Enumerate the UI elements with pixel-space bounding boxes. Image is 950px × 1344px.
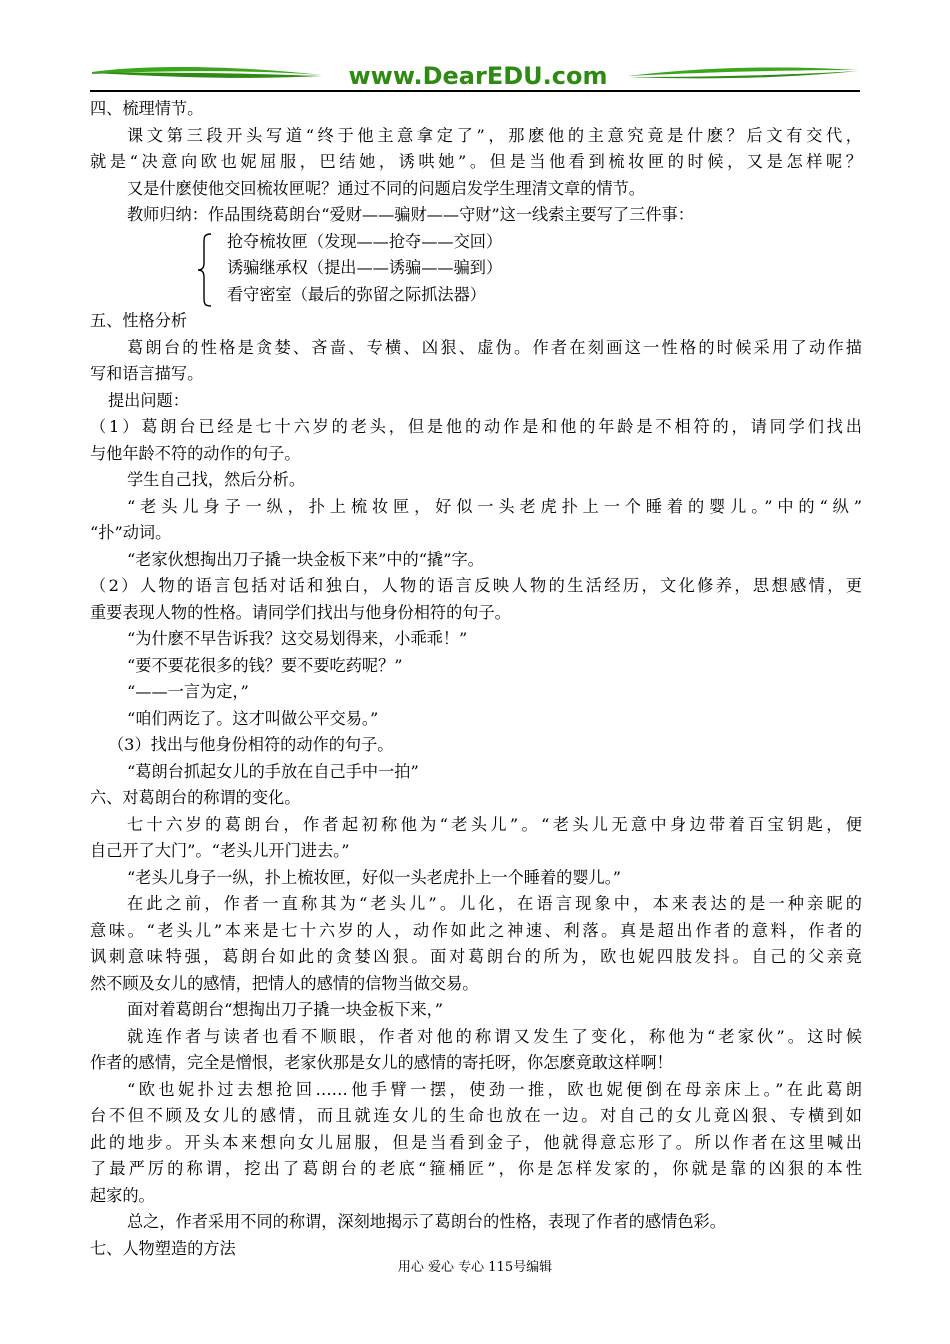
text-line: 作者的感情，完全是憎恨，老家伙那是女儿的感情的寄托呀，你怎麽竟敢这样啊！ — [90, 1053, 673, 1072]
text-line: 提出问题： — [108, 390, 189, 410]
text-line: 又是什麽使他交回梳妆匣呢？通过不同的问题启发学生理清文章的情节。 — [127, 178, 645, 198]
list-item: 看守密室（最后的弥留之际抓法器） — [227, 284, 486, 304]
page-header — [90, 58, 860, 98]
header-rule — [90, 90, 860, 92]
text-line: 七、人物塑造的方法 — [90, 1238, 236, 1258]
text-line: “老头儿身子一纵，扑上梳妆匣，好似一头老虎扑上一个睡着的婴儿。”中的“纵” — [127, 496, 862, 516]
text-line: 六、对葛朗台的称谓的变化。 — [90, 788, 301, 807]
page-footer: 用心 爱心 专心 115号编辑 — [397, 1260, 553, 1275]
text-line: 此的地步。开头本来想向女儿屈服，但是当看到金子，他就得意忘形了。所以作者在这里喊出 — [90, 1132, 862, 1152]
text-line: （2）人物的语言包括对话和独白，人物的语言反映人物的生活经历，文化修养，思想感情，更 — [90, 576, 862, 595]
three-events-list — [90, 229, 862, 309]
text-line: 教师归纳：作品围绕葛朗台“爱财——骗财——守财”这一线索主要写了三件事： — [127, 205, 694, 224]
text-line: “为什麽不早告诉我？这交易划得来，小乖乖！” — [127, 629, 468, 648]
text-line: 然不顾及女儿的感情，把情人的感情的信物当做交易。 — [90, 973, 479, 993]
text-line: 自己开了大门”。“老头儿开门进去。” — [90, 841, 350, 860]
text-line: （1）葛朗台已经是七十六岁的老头，但是他的动作是和他的年龄是不相符的，请同学们找出 — [90, 417, 862, 436]
text-line: “欧也妮扑过去想抢回……他手臂一摆，使劲一推，欧也妮便倒在母亲床上。”在此葛朗 — [127, 1079, 862, 1099]
text-line: 意味。“老头儿”本来是七十六岁的人，动作如此之神速、利落。真是超出作者的意料，作者的 — [90, 920, 862, 940]
list-item: 抢夺梳妆匣（发现——抢夺——交回） — [227, 231, 503, 251]
section-analysis — [90, 308, 862, 1262]
text-line: （3）找出与他身份相符的动作的句子。 — [108, 735, 394, 754]
text-line: “老头儿身子一纵，扑上梳妆匣，好似一头老虎扑上一个睡着的婴儿。” — [127, 867, 622, 887]
text-line: 重要表现人物的性格。请同学们找出与他身份相符的句子。 — [90, 602, 511, 622]
text-line: 了最严厉的称谓，挖出了葛朗台的老底“箍桶匠”，你是怎样发家的，你就是靠的凶狠的本性 — [90, 1159, 862, 1178]
text-line: 课文第三段开头写道“终于他主意拿定了”，那麽他的主意究竟是什麽？后文有交代， — [127, 125, 862, 145]
section-plot — [90, 96, 862, 229]
text-line: 五、性格分析 — [90, 311, 188, 330]
text-line: 学生自己找，然后分析。 — [127, 470, 306, 489]
text-line: 讽刺意味特强，葛朗台如此的贪婪凶狠。面对葛朗台的所为，欧也妮四肢发抖。自己的父亲竟 — [90, 947, 862, 966]
document-body — [90, 96, 862, 1262]
text-line: 起家的。 — [90, 1185, 155, 1205]
text-line: “老家伙想掏出刀子撬一块金板下来”中的“撬”字。 — [127, 549, 484, 569]
site-name: www.DearEDU.com — [348, 62, 608, 90]
text-line: 面对着葛朗台“想掏出刀子撬一块金板下来，” — [127, 1000, 444, 1019]
text-line: 四、梳理情节。 — [90, 99, 204, 118]
text-line: 在此之前，作者一直称其为“老头儿”。儿化，在语言现象中，本来表达的是一种亲昵的 — [127, 894, 862, 913]
text-line: “咱们两讫了。这才叫做公平交易。” — [127, 708, 379, 728]
text-line: 葛朗台的性格是贪婪、吝啬、专横、凶狠、虚伪。作者在刻画这一性格的时候采用了动作描 — [127, 337, 862, 357]
left-brace-icon — [196, 233, 214, 307]
text-line: 七十六岁的葛朗台，作者起初称他为“老头儿”。“老头儿无意中身边带着百宝钥匙，便 — [127, 814, 862, 834]
text-line: “葛朗台抓起女儿的手放在自己手中一拍” — [127, 761, 419, 781]
text-line: 台不但不顾及女儿的感情，而且就连女儿的生命也放在一边。对自己的女儿竟凶狠、专横到如 — [90, 1106, 862, 1125]
list-item: 诱骗继承权（提出——诱骗——骗到） — [227, 258, 503, 277]
text-line: 就是“决意向欧也妮屈服，巴结她，诱哄她”。但是当他看到梳妆匣的时候，又是怎样呢？ — [90, 152, 862, 171]
text-line: 与他年龄不符的动作的句子。 — [90, 443, 301, 463]
text-line: “扑”动词。 — [90, 523, 172, 542]
text-line: 就连作者与读者也看不顺眼，作者对他的称谓又发生了变化，称他为“老家伙”。这时候 — [127, 1026, 862, 1046]
text-line: 总之，作者采用不同的称谓，深刻地揭示了葛朗台的性格，表现了作者的感情色彩。 — [127, 1212, 726, 1231]
text-line: “要不要花很多的钱？要不要吃药呢？” — [127, 655, 403, 675]
text-line: 写和语言描写。 — [90, 364, 204, 383]
text-line: “——一言为定，” — [127, 682, 249, 701]
